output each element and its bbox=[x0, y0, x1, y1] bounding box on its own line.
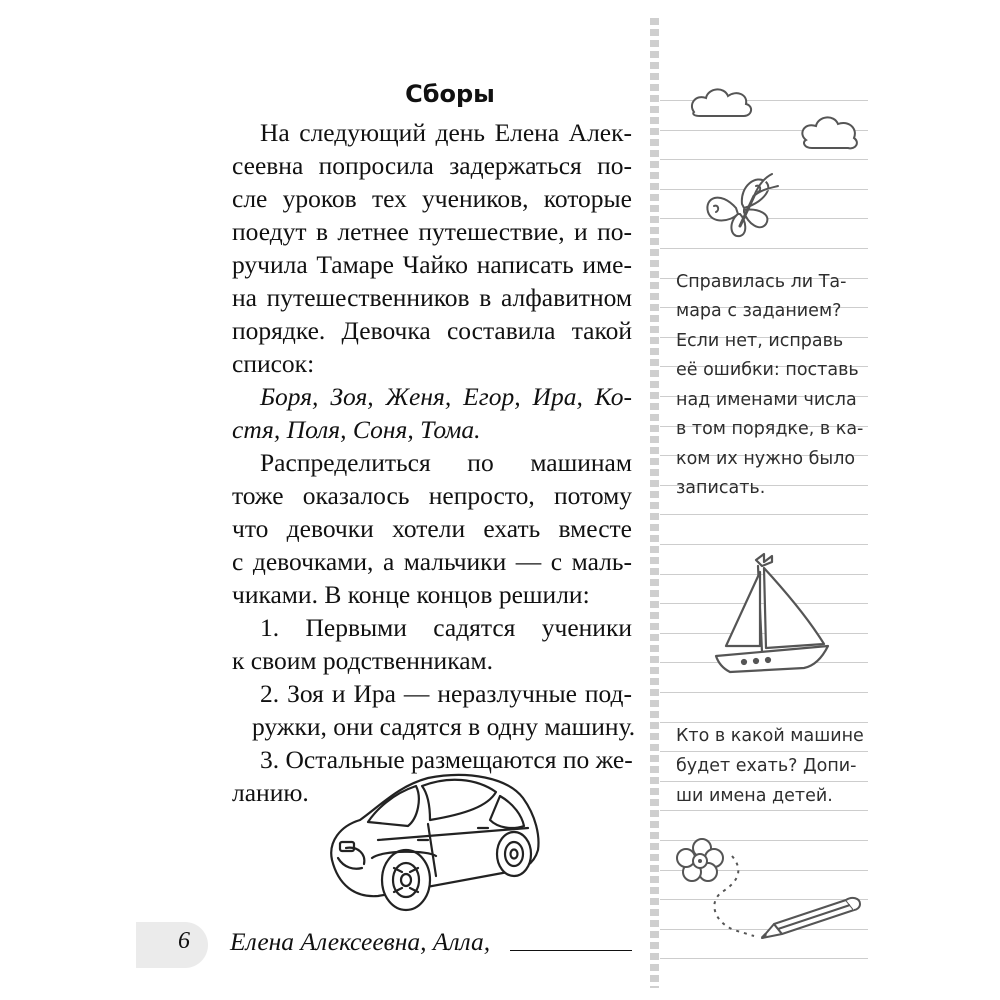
ruled-line bbox=[660, 248, 868, 249]
flower-icon bbox=[674, 836, 754, 946]
text-line: Распределиться по машинам bbox=[260, 448, 632, 477]
ruled-line bbox=[660, 692, 868, 693]
rule-item-line: 3. Остальные размещаются по же- bbox=[260, 745, 633, 774]
rule-item-line: 2. Зоя и Ира — неразлучные под- bbox=[260, 679, 632, 708]
page-title: Сборы bbox=[405, 80, 495, 108]
rule-item-line: ружки, они садятся в одну машину. bbox=[252, 712, 636, 741]
notebook-spiral bbox=[650, 18, 659, 988]
side-note-line: Кто в какой машине bbox=[676, 726, 864, 746]
answer-blank-line[interactable] bbox=[510, 950, 632, 951]
text-line: с девочками, а мальчики — с маль- bbox=[232, 547, 632, 576]
sailboat-icon bbox=[704, 542, 834, 682]
side-note-line: Если нет, исправь bbox=[676, 331, 844, 351]
butterfly-icon bbox=[700, 168, 790, 248]
rule-item-line: ланию. bbox=[232, 778, 309, 807]
text-line: список: bbox=[232, 349, 315, 378]
side-note-line: её ошибки: поставь bbox=[676, 360, 859, 380]
side-note-line: ши имена детей. bbox=[676, 786, 833, 806]
text-line: что девочки хотели ехать вместе bbox=[232, 514, 632, 543]
side-note-line: над именами числа bbox=[676, 390, 857, 410]
text-line: На следующий день Елена Алек- bbox=[260, 118, 632, 147]
pencil-icon bbox=[756, 894, 866, 944]
text-line: поедут в летнее путешествие, и по- bbox=[232, 217, 632, 246]
names-list-line: Боря, Зоя, Женя, Егор, Ира, Ко- bbox=[260, 382, 632, 411]
car-illustration bbox=[318, 768, 558, 913]
side-note-line: в том порядке, в ка- bbox=[676, 419, 864, 439]
clouds-icon bbox=[686, 86, 866, 166]
ruled-line bbox=[660, 958, 868, 959]
answer-prompt: Елена Алексеевна, Алла, bbox=[230, 927, 491, 956]
side-note-line: Справилась ли Та- bbox=[676, 272, 847, 292]
rule-item-line: 1. Первыми садятся ученики bbox=[260, 613, 632, 642]
side-note-line: мара с заданием? bbox=[676, 301, 842, 321]
text-line: ручила Тамаре Чайко написать име- bbox=[232, 250, 632, 279]
side-note-line: будет ехать? Допи- bbox=[676, 756, 857, 776]
names-list-line: стя, Поля, Соня, Тома. bbox=[232, 415, 481, 444]
text-line: сеевна попросила задержаться по- bbox=[232, 151, 632, 180]
ruled-line bbox=[660, 514, 868, 515]
page-number-tab bbox=[136, 922, 208, 968]
rule-item-line: к своим родственникам. bbox=[232, 646, 494, 675]
text-line: порядке. Девочка составила такой bbox=[232, 316, 632, 345]
text-line: на путешественников в алфавитном bbox=[232, 283, 632, 312]
text-line: сле уроков тех учеников, которые bbox=[232, 184, 632, 213]
page-number: 6 bbox=[178, 928, 190, 954]
side-note-line: ком их нужно было bbox=[676, 449, 856, 469]
text-line: чиками. В конце концов решили: bbox=[232, 580, 590, 609]
side-note-line: записать. bbox=[676, 478, 766, 498]
text-line: тоже оказалось непросто, потому bbox=[232, 481, 632, 510]
